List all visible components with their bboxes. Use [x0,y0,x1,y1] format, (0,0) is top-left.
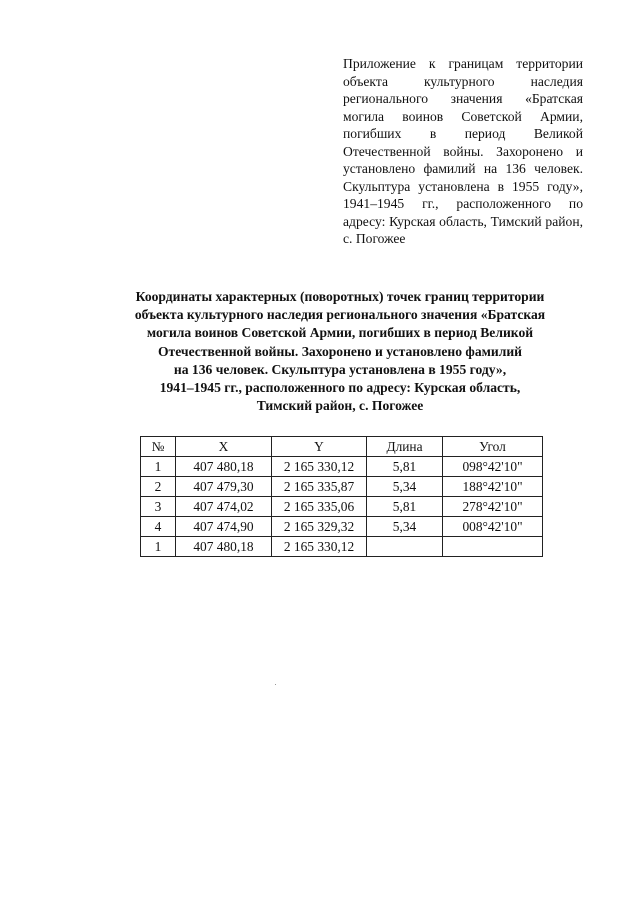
cell-number: 3 [141,497,176,517]
table-row [141,457,543,477]
cell-number: 2 [141,477,176,497]
cell-x: 407 479,30 [176,477,272,497]
heading-line: Координаты характерных (поворотных) точек границ территории [135,289,545,304]
header-angle: Угол [443,437,543,457]
document-heading [100,288,580,415]
cell-length [367,537,443,557]
cell-y: 2 165 335,87 [272,477,367,497]
heading-line: объекта культурного наследия регионального значения «Братская [134,307,546,323]
cell-angle: 098°42'10" [443,457,543,477]
table-header-row [141,437,543,457]
appendix-note: Приложение к границам территории объекта культурного наследия регионального значения «Братская могила воинов Советской Армии, погибших в период Великой Отечественной войны. Захоронено и установлено фамилий на 136 человек. Скульптура установлена в 1955 году», 1941–1945 гг., расположенного по адресу: Курская область, Тимский район, с. Погожее [343,56,583,246]
cell-y: 2 165 330,12 [272,457,367,477]
cell-number: 1 [141,537,176,557]
table-row [141,497,543,517]
header-length: Длина [367,437,443,457]
cell-x: 407 474,90 [176,517,272,537]
table-row [141,537,543,557]
cell-y: 2 165 335,06 [272,497,367,517]
cell-number: 1 [141,457,176,477]
table-row [141,517,543,537]
header-x: X [176,437,272,457]
cell-length: 5,34 [367,477,443,497]
header-y: Y [272,437,367,457]
cell-length: 5,81 [367,457,443,477]
cell-angle: 188°42'10" [443,477,543,497]
cell-length: 5,34 [367,517,443,537]
heading-line: могила воинов Советской Армии, погибших в период Великой [146,325,534,341]
header-number: № [141,437,176,457]
heading-line: на 136 человек. Скульптура установлена в 1955 году», [173,361,507,377]
heading-line: Тимский район, с. Погожее [256,398,424,414]
cell-length: 5,81 [367,497,443,517]
scan-speck [275,684,276,685]
heading-line: 1941–1945 гг., расположенного по адресу: Курская область, [159,380,521,396]
cell-y: 2 165 329,32 [272,517,367,537]
coordinates-table [140,436,543,557]
cell-angle: 278°42'10" [443,497,543,517]
cell-y: 2 165 330,12 [272,537,367,557]
heading-line: Отечественной войны. Захоронено и установлено фамилий [157,343,523,359]
cell-number: 4 [141,517,176,537]
cell-angle [443,537,543,557]
cell-angle: 008°42'10" [443,517,543,537]
cell-x: 407 480,18 [176,457,272,477]
table-row [141,477,543,497]
cell-x: 407 474,02 [176,497,272,517]
cell-x: 407 480,18 [176,537,272,557]
